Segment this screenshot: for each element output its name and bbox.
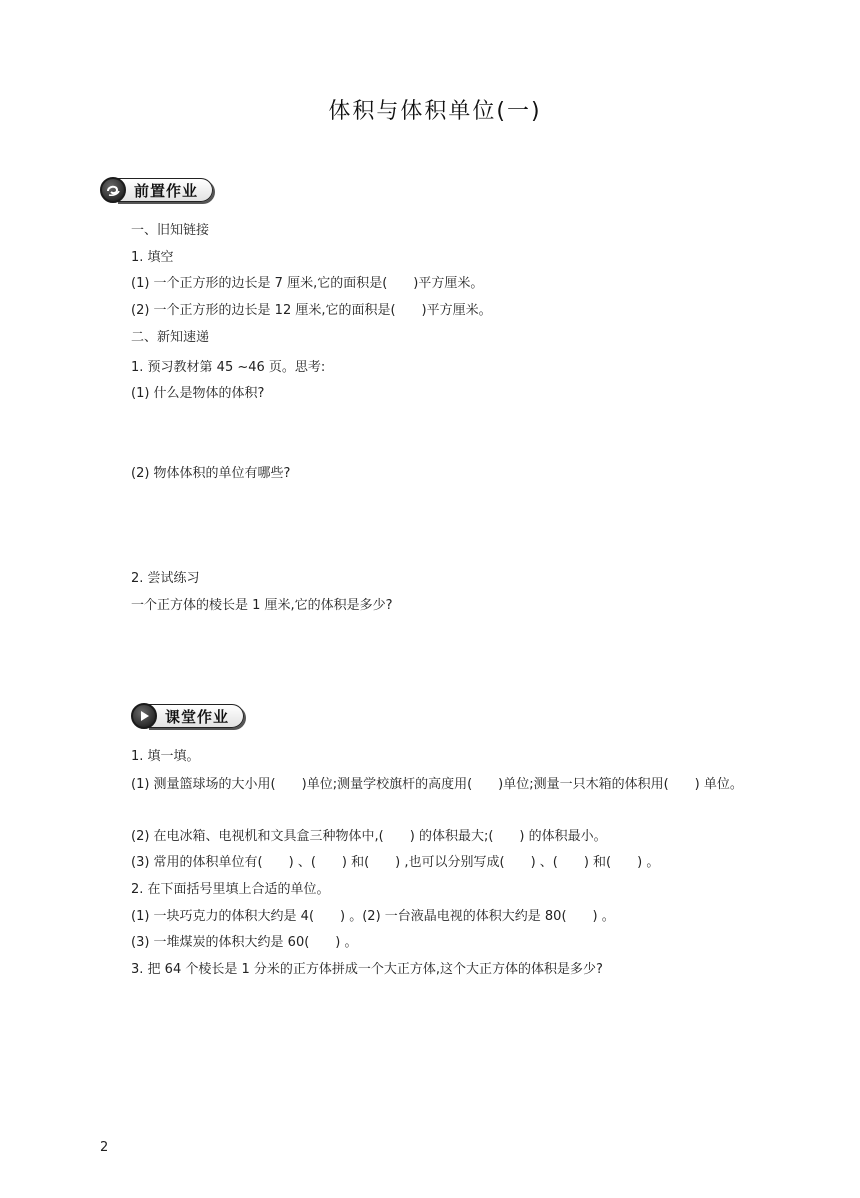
section-badge-pre-homework xyxy=(100,175,213,205)
question-item: (2) 在电冰箱、电视机和文具盒三种物体中,( ) 的体积最大;( ) 的体积最小。 xyxy=(131,829,607,844)
question-fill-in: 1. 填一填。 xyxy=(131,749,200,764)
question-item: (1) 什么是物体的体积? xyxy=(131,386,265,401)
section-badge-label: 课堂作业 xyxy=(147,704,244,728)
heading-old-knowledge: 一、旧知链接 xyxy=(131,223,210,238)
question-item: 一个正方体的棱长是 1 厘米,它的体积是多少? xyxy=(131,598,393,613)
page-title: 体积与体积单位(一) xyxy=(328,99,542,124)
question-item: (2) 一个正方形的边长是 12 厘米,它的面积是( )平方厘米。 xyxy=(131,303,492,318)
question-preview: 1. 预习教材第 45 ~46 页。思考: xyxy=(131,360,326,375)
page-number: 2 xyxy=(100,1140,109,1155)
heading-new-knowledge: 二、新知速递 xyxy=(131,330,210,345)
question-item: (1) 一块巧克力的体积大约是 4( ) 。(2) 一台液晶电视的体积大约是 80( ) 。 xyxy=(131,909,615,924)
question-item: (1) 测量篮球场的大小用( )单位;测量学校旗杆的高度用( )单位;测量一只木箱的体积用( ) 单位。 xyxy=(131,777,743,792)
question-fill-blank: 1. 填空 xyxy=(131,250,174,265)
question-item: (2) 物体体积的单位有哪些? xyxy=(131,466,291,481)
section-badge-label: 前置作业 xyxy=(116,178,213,202)
question-item: (3) 一堆煤炭的体积大约是 60( ) 。 xyxy=(131,935,358,950)
question-item: (3) 常用的体积单位有( ) 、( ) 和( ) ,也可以分别写成( ) 、( ) 和( ) 。 xyxy=(131,855,660,870)
question-units: 2. 在下面括号里填上合适的单位。 xyxy=(131,882,330,897)
play-icon xyxy=(131,703,157,729)
section-badge-classwork xyxy=(131,701,244,731)
question-practice: 2. 尝试练习 xyxy=(131,571,200,586)
question-cube: 3. 把 64 个棱长是 1 分米的正方体拼成一个大正方体,这个大正方体的体积是多少? xyxy=(131,962,603,977)
question-item: (1) 一个正方形的边长是 7 厘米,它的面积是( )平方厘米。 xyxy=(131,276,484,291)
swirl-icon xyxy=(100,177,126,203)
